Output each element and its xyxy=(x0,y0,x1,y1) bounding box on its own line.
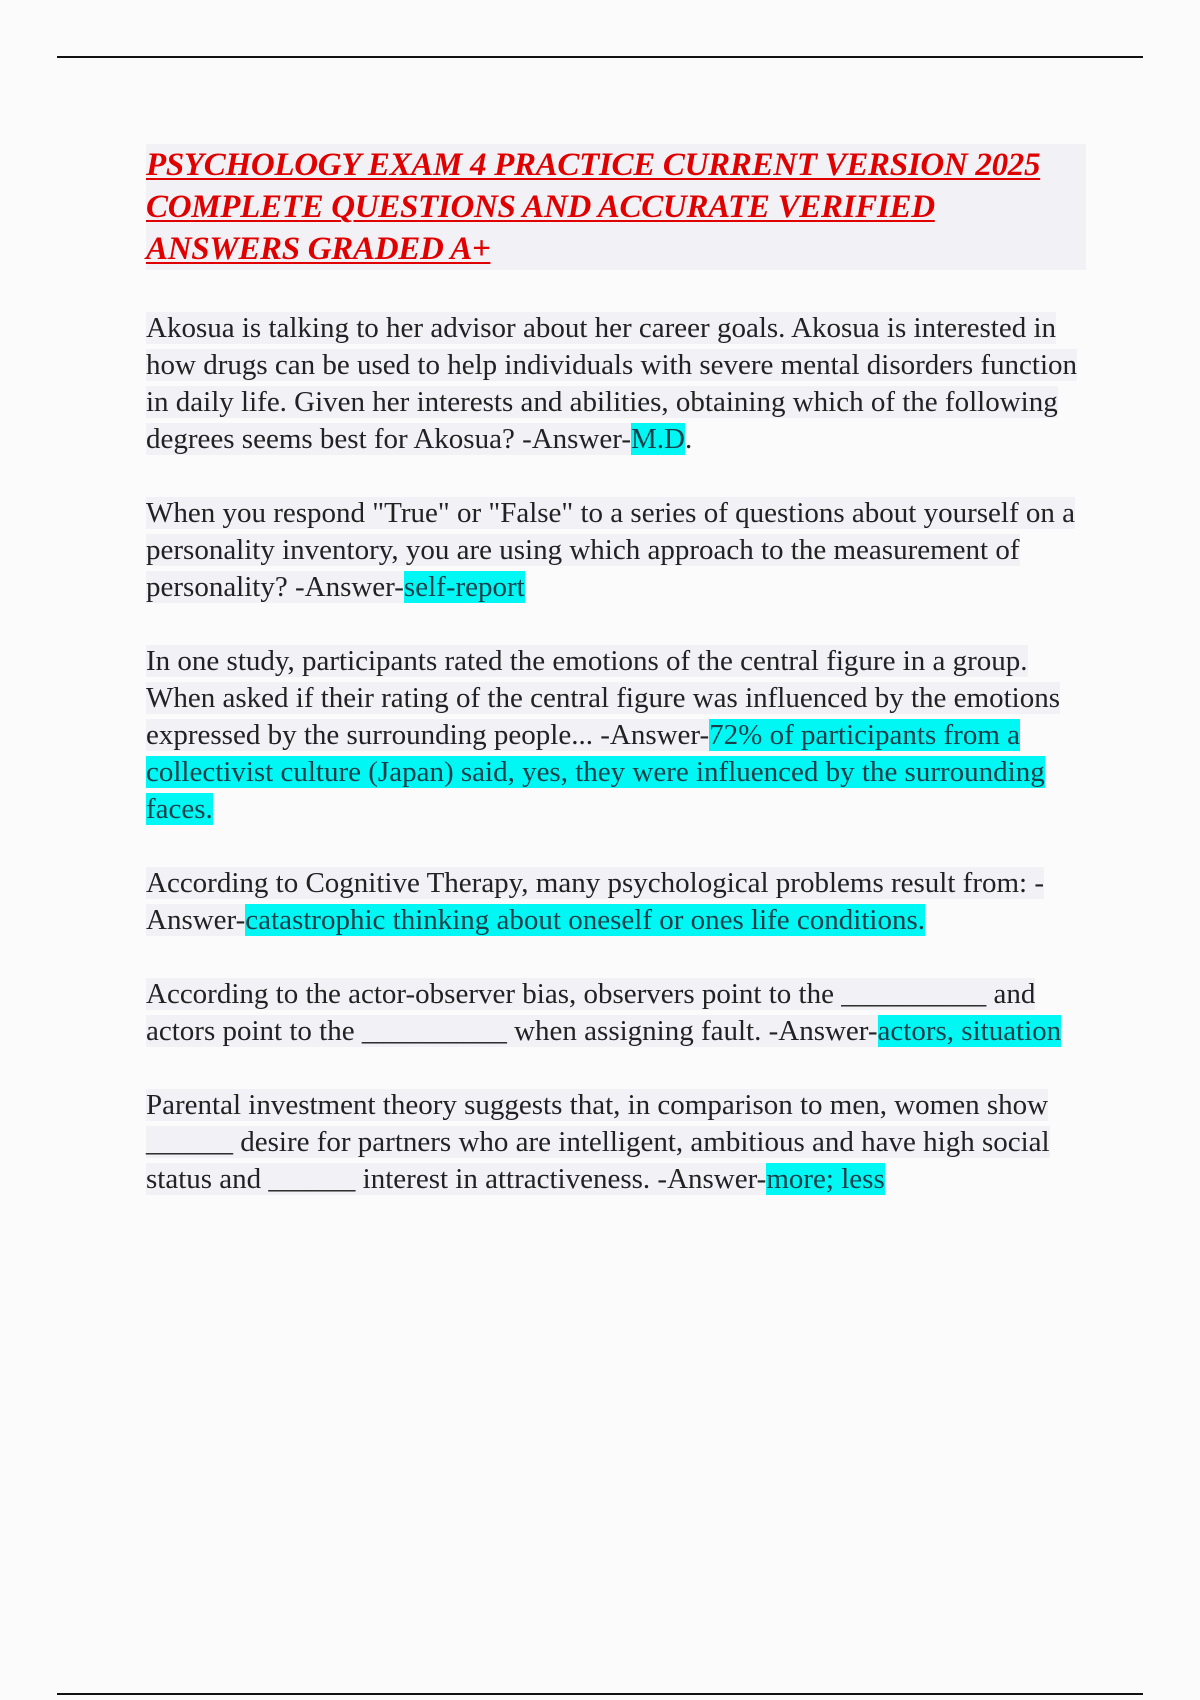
qa-item xyxy=(146,643,1086,828)
answer-highlight: more; less xyxy=(766,1163,885,1195)
question-text: According to Cognitive Therapy, many psychological problems result from: -Answer- xyxy=(146,867,1044,936)
answer-trailing: . xyxy=(685,423,693,455)
question-text: Parental investment theory suggests that, in comparison to men, women show ______ desire for partners who are intelligent, ambitious and have high social status and ______ interest in attractiveness. -Answer- xyxy=(146,1089,1050,1195)
answer-highlight: 72% of participants from a collectivist culture (Japan) said, yes, they were influenced by the surrounding faces. xyxy=(146,719,1045,825)
bottom-rule xyxy=(57,1693,1143,1695)
top-rule xyxy=(57,56,1143,58)
answer-highlight: actors, situation xyxy=(877,1015,1062,1047)
question-text: When you respond "True" or "False" to a series of questions about yourself on a personality inventory, you are using which approach to the measurement of personality? -Answer- xyxy=(146,497,1076,603)
qa-item xyxy=(146,1087,1086,1198)
question-text: In one study, participants rated the emotions of the central figure in a group. When asked if their rating of the central figure was influenced by the emotions expressed by the surrounding people... -Answer- xyxy=(146,645,1060,751)
qa-item xyxy=(146,865,1086,939)
qa-item xyxy=(146,310,1086,458)
question-text: According to the actor-observer bias, observers point to the __________ and actors point to the __________ when assigning fault. -Answer- xyxy=(146,978,1036,1047)
answer-highlight: M.D xyxy=(631,423,685,455)
answer-highlight: catastrophic thinking about oneself or ones life conditions. xyxy=(245,904,926,936)
qa-item xyxy=(146,495,1086,606)
document-title: PSYCHOLOGY EXAM 4 PRACTICE CURRENT VERSION 2025 COMPLETE QUESTIONS AND ACCURATE VERIFIED ANSWERS GRADED A+ xyxy=(146,144,1086,270)
document-body xyxy=(146,144,1086,1235)
qa-item xyxy=(146,976,1086,1050)
question-text: Akosua is talking to her advisor about her career goals. Akosua is interested in how drugs can be used to help individuals with severe mental disorders function in daily life. Given her interests and abilities, obtaining which of the following degrees seems best for Akosua? -Answer- xyxy=(146,312,1078,455)
answer-highlight: self-report xyxy=(403,571,525,603)
